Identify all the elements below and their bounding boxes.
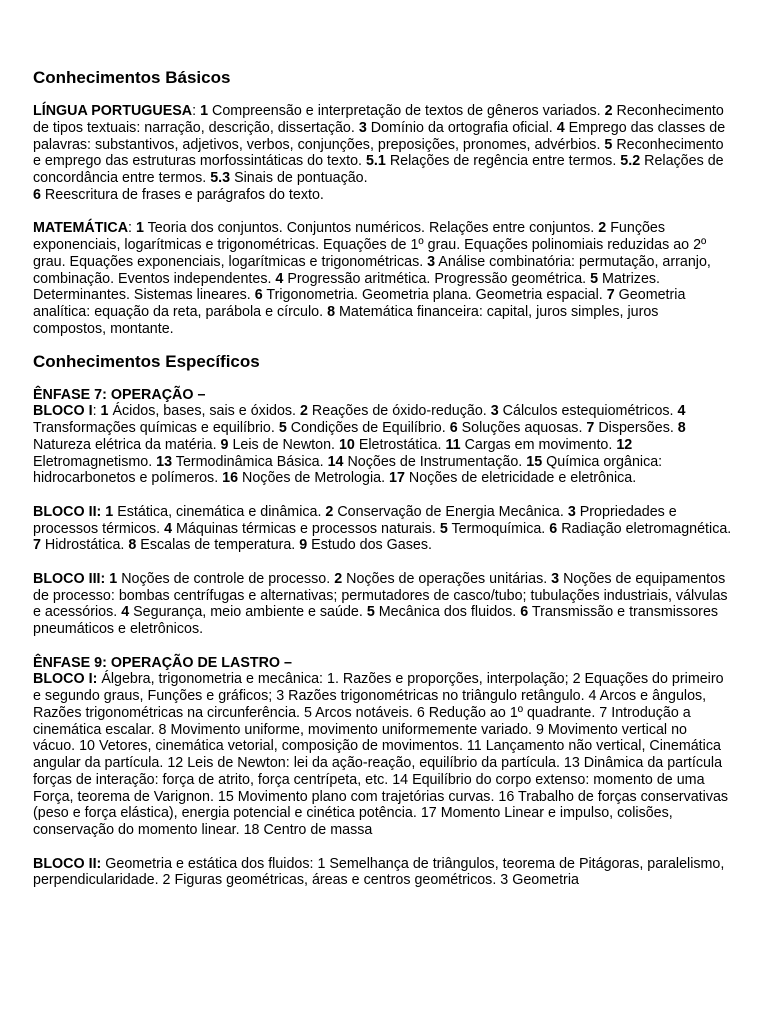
- item-text: Relações de concordância entre termos.: [33, 153, 724, 186]
- item-number: 2: [325, 503, 334, 520]
- item-text: Escalas de temperatura.: [136, 537, 300, 554]
- item-text: Cargas em movimento.: [460, 436, 617, 453]
- section-title-especificos: Conhecimentos Específicos: [33, 351, 260, 371]
- item-text: Emprego das classes de palavras: substantivos, adjetivos, verbos, conjunções, preposições, pronomes, advérbios.: [33, 119, 726, 153]
- item-text: Termodinâmica Básica.: [172, 453, 328, 470]
- item-text: Progressão aritmética. Progressão geométrica.: [283, 270, 591, 287]
- item-text: Funções exponenciais, logarítmicas e trigonométricas. Equações de 1º grau. Equações polinomiais reduzidas ao 2º grau. Equações exponenciais, logarítmicas e trigonométricas.: [33, 220, 707, 270]
- item-number: 8: [128, 537, 137, 554]
- enfase7-heading: ÊNFASE 7: OPERAÇÃO –: [33, 386, 206, 403]
- matematica-items: [33, 220, 711, 337]
- item-text: Trigonometria. Geometria plana. Geometria espacial.: [262, 287, 607, 304]
- item-text: Reações de óxido-redução.: [307, 403, 491, 420]
- item-number: 2: [334, 570, 343, 587]
- item-text: Estudo dos Gases.: [307, 537, 432, 554]
- item-text: Propriedades e processos térmicos.: [33, 503, 677, 537]
- item-text: Eletromagnetismo.: [33, 453, 157, 470]
- item-number: 8: [677, 420, 686, 436]
- item-text: Noções de Instrumentação.: [343, 453, 527, 470]
- item-text: Condições de Equilíbrio.: [286, 420, 450, 436]
- item-text: Termoquímica.: [447, 520, 550, 537]
- item-number: 16: [222, 470, 239, 487]
- item-text: Mecânica dos fluidos.: [374, 604, 521, 621]
- item-text: Reconhecimento de tipos textuais: narração, descrição, dissertação.: [33, 103, 724, 136]
- section-title-basicos: Conhecimentos Básicos: [33, 68, 231, 87]
- document-content: [33, 67, 733, 889]
- item-number: 3: [490, 403, 499, 420]
- item-number: 10: [338, 436, 355, 453]
- enfase9-bloco2-paragraph: [33, 856, 733, 890]
- item-text: Noções de controle de processo.: [117, 570, 335, 587]
- item-text: Leis de Newton.: [228, 436, 339, 453]
- item-number: 5.2: [620, 153, 641, 170]
- enfase7-bloco3-items: [33, 571, 728, 637]
- item-number: 11: [445, 436, 461, 453]
- item-text: Transformações químicas e equilíbrio.: [33, 420, 279, 436]
- item-number: 4: [677, 403, 686, 420]
- enfase9-paragraph: [33, 655, 733, 839]
- item-text: Cálculos estequiométricos.: [498, 403, 678, 420]
- item-number: 4: [556, 119, 565, 136]
- item-number: 7: [606, 287, 615, 304]
- item-number: 3: [358, 119, 367, 136]
- item-text: Noções de Metrologia.: [238, 470, 390, 487]
- item-number: 4: [121, 604, 130, 621]
- enfase7-bloco3-paragraph: [33, 571, 733, 638]
- item-number: 7: [586, 420, 595, 436]
- item-text: Hidrostática.: [40, 537, 129, 554]
- item-number: 5: [604, 136, 613, 153]
- enfase9-heading: ÊNFASE 9: OPERAÇÃO DE LASTRO –: [33, 654, 292, 671]
- item-number: 1: [135, 220, 144, 237]
- item-number: 15: [526, 453, 543, 470]
- item-number: 5: [439, 520, 448, 537]
- item-text: Geometria analítica: equação da reta, parábola e círculo.: [33, 287, 686, 320]
- item-number: 8: [327, 304, 336, 320]
- item-text: Conservação de Energia Mecânica.: [333, 503, 568, 520]
- item-number: 1: [200, 103, 209, 119]
- enfase7-bloco2-paragraph: [33, 504, 733, 554]
- item-number: 14: [327, 453, 344, 470]
- lingua-last-number: 6: [33, 186, 41, 203]
- item-number: 2: [604, 103, 613, 119]
- item-text: Noções de equipamentos de processo: bombas centrífugas e alternativas; permutadores de casco/tubo; tubulações industriais, válvulas e acessórios.: [33, 570, 728, 621]
- matematica-label: MATEMÁTICA: [33, 220, 129, 237]
- item-number: 17: [389, 470, 405, 487]
- item-number: 2: [300, 403, 308, 420]
- enfase9-bloco2-text: Geometria e estática dos fluidos: 1 Semelhança de triângulos, teorema de Pitágoras, paralelismo, perpendicularidade. 2 Figuras geométricas, áreas e centros geométricos. 3 Geometria: [33, 855, 725, 889]
- item-number: 6: [520, 604, 529, 621]
- item-text: Teoria dos conjuntos. Conjuntos numéricos. Relações entre conjuntos.: [143, 220, 599, 237]
- item-number: 1: [109, 570, 118, 587]
- lingua-label: LÍNGUA PORTUGUESA: [33, 103, 193, 119]
- item-text: Radiação eletromagnética.: [557, 520, 732, 537]
- item-text: Análise combinatória: permutação, arranjo, combinação. Eventos independentes.: [33, 253, 711, 287]
- item-number: 6: [449, 420, 458, 436]
- enfase7-paragraph: ÊNFASE 7: OPERAÇÃO – BLOCO I: 1 Ácidos, bases, sais e óxidos. 2 Reações de óxido-redução. 3 Cálculos estequiométricos. 4 Transformações químicas e equilíbrio. 5 Condições de Equilíbrio. 6 Soluções aquosas. 7 Dispersões. 8 Natureza elétrica da matéria. 9 Leis de Newton. 10 Eletrostática. 11 Cargas em movimento. 12 Eletromagnetismo. 13 Termodinâmica Básica. 14 Noções de Instrumentação. 15 Química orgânica: hidrocarbonetos e polímeros. 16 Noções de Metrologia. 17 Noções de eletricidade e eletrônica.: [33, 386, 686, 487]
- item-number: 5: [278, 420, 287, 436]
- item-number: 3: [551, 570, 560, 587]
- item-text: Transmissão e transmissores pneumáticos e eletrônicos.: [33, 604, 719, 637]
- item-number: 1: [100, 403, 109, 420]
- item-number: 13: [156, 453, 173, 470]
- item-number: 2: [598, 220, 607, 237]
- item-number: 6: [254, 287, 263, 304]
- item-text: Natureza elétrica da matéria.: [33, 436, 221, 453]
- item-number: 4: [164, 520, 173, 537]
- item-number: 4: [275, 270, 284, 287]
- item-number: 7: [33, 537, 41, 554]
- item-text: Ácidos, bases, sais e óxidos.: [108, 403, 300, 420]
- item-number: 5: [590, 270, 599, 287]
- item-number: 3: [427, 253, 436, 270]
- item-number: 5.1: [365, 153, 386, 170]
- item-text: Dispersões.: [594, 420, 678, 436]
- lingua-portuguesa-paragraph: LÍNGUA PORTUGUESA: 1 Compreensão e interpretação de textos de gêneros variados. 2 Reconhecimento de tipos textuais: narração, descrição, dissertação. 3 Domínio da ortografia oficial. 4 Emprego das classes de palavras: substantivos, adjetivos, verbos, conjunções, preposições, pronomes, advérbios. 5 Reconhecimento e emprego das estruturas morfossintáticas do texto. 5.1 Relações de regência entre termos. 5.2 Relações de concordância entre termos. 5.3 Sinais de pontuação. 6 Reescritura de frases e parágrafos do texto.: [33, 103, 726, 203]
- item-text: Relações de regência entre termos.: [385, 153, 621, 170]
- enfase7-bloco3-label: BLOCO III:: [33, 570, 106, 587]
- enfase7-bloco2-items: [33, 504, 731, 554]
- item-number: 9: [220, 436, 229, 453]
- item-text: Compreensão e interpretação de textos de gêneros variados.: [208, 103, 605, 119]
- enfase9-bloco1-text: Álgebra, trigonometria e mecânica: 1. Razões e proporções, interpolação; 2 Equações do primeiro e segundo graus, Funções e gráficos; 3 Razões trigonométricas no triângulo retângulo. 4 Arcos e ângulos, Razões trigonométricas na circunferência. 5 Arcos notáveis. 6 Redução ao 1º quadrante. 7 Introdução a cinemática escalar. 8 Movimento uniforme, movimento uniformemente variado. 9 Movimento vertical no vácuo. 10 Vetores, cinemática vetorial, composição de movimentos. 11 Lançamento não vertical, Cinemática angular da partícula. 12 Leis de Newton: lei da ação-reação, equilíbrio da partícula. 13 Dinâmica da partícula forças de interação: força de atrito, força centrípeta, etc. 14 Equilíbrio do corpo extenso: momento de uma Força, teorema de Varignon. 15 Movimento plano com trajetórias curvas. 16 Trabalho de forças conservativas (peso e força elástica), energia potencial e cinética potência. 17 Momento Linear e impulso, colisões, conservação do momento linear. 18 Centro de massa: [33, 671, 729, 838]
- item-text: Matemática financeira: capital, juros simples, juros compostos, montante.: [33, 304, 659, 337]
- lingua-last-text: Reescritura de frases e parágrafos do texto.: [40, 186, 324, 203]
- item-text: Estática, cinemática e dinâmica.: [113, 503, 326, 520]
- enfase9-bloco2-label: BLOCO II:: [33, 855, 102, 872]
- item-number: 5.3: [210, 170, 231, 186]
- item-text: Química orgânica: hidrocarbonetos e polímeros.: [33, 453, 663, 487]
- enfase7-bloco2-label: BLOCO II:: [33, 503, 102, 520]
- item-text: Domínio da ortografia oficial.: [366, 119, 557, 136]
- enfase7-bloco1-items: [33, 403, 686, 486]
- item-text: Noções de eletricidade e eletrônica.: [404, 470, 637, 487]
- item-text: Segurança, meio ambiente e saúde.: [129, 604, 367, 621]
- item-number: 3: [567, 503, 576, 520]
- item-number: 5: [366, 604, 375, 621]
- item-number: 1: [105, 503, 114, 520]
- item-number: 12: [616, 436, 633, 453]
- item-text: Matrizes. Determinantes. Sistemas lineares.: [33, 270, 661, 304]
- item-text: Eletrostática.: [354, 436, 446, 453]
- item-text: Soluções aquosas.: [457, 420, 587, 436]
- item-text: Máquinas térmicas e processos naturais.: [172, 520, 440, 537]
- item-number: 6: [549, 520, 558, 537]
- enfase9-bloco1-label: BLOCO I:: [33, 671, 98, 688]
- matematica-paragraph: MATEMÁTICA: 1 Teoria dos conjuntos. Conjuntos numéricos. Relações entre conjuntos. 2 Funções exponenciais, logarítmicas e trigonométricas. Equações de 1º grau. Equações polinomiais reduzidas ao 2º grau. Equações exponenciais, logarítmicas e trigonométricas. 3 Análise combinatória: permutação, arranjo, combinação. Eventos independentes. 4 Progressão aritmética. Progressão geométrica. 5 Matrizes. Determinantes. Sistemas lineares. 6 Trigonometria. Geometria plana. Geometria espacial. 7 Geometria analítica: equação da reta, parábola e círculo. 8 Matemática financeira: capital, juros simples, juros compostos, montante.: [33, 220, 711, 337]
- item-text: Noções de operações unitárias.: [342, 570, 552, 587]
- item-number: 9: [299, 537, 308, 554]
- item-text: Reconhecimento e emprego das estruturas morfossintáticas do texto.: [33, 136, 724, 170]
- enfase7-bloco1-label: BLOCO I: [33, 403, 93, 420]
- item-text: Sinais de pontuação.: [230, 170, 368, 186]
